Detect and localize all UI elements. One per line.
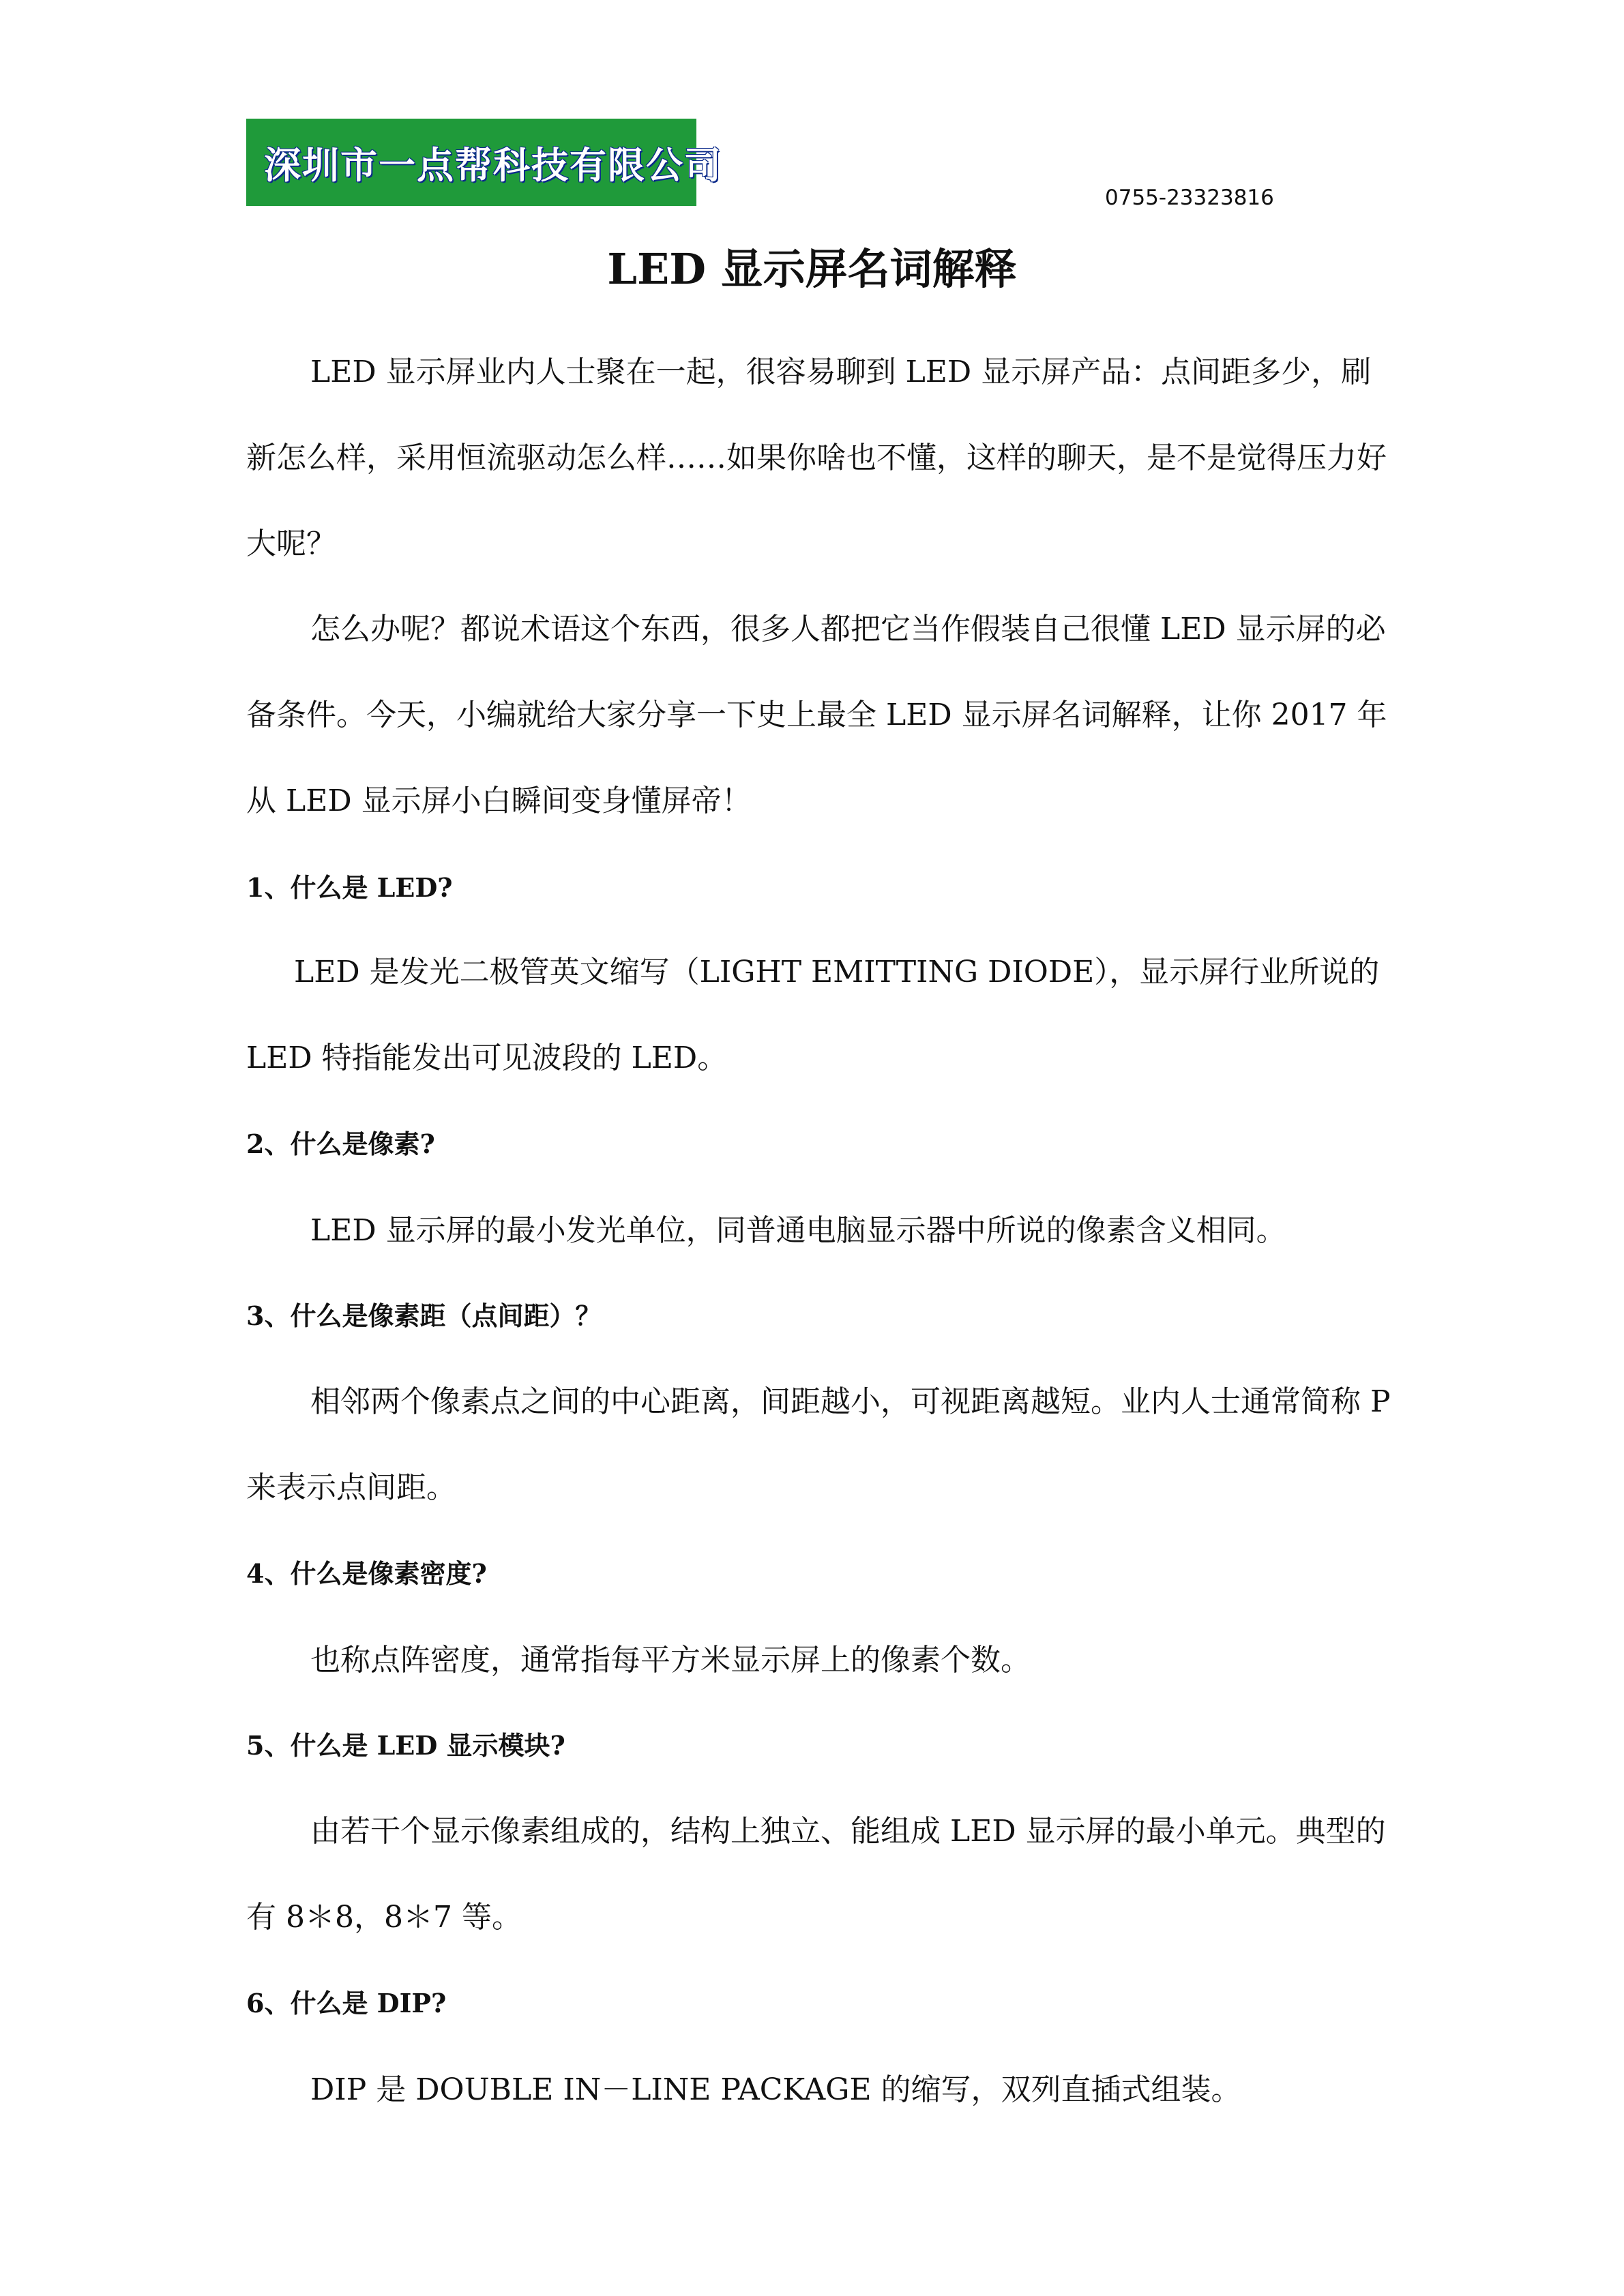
document-title: LED 显示屏名词解释 (607, 244, 1017, 294)
section-heading-2: 2、什么是像素? (246, 1129, 435, 1159)
section-body-2: LED 显示屏的最小发光单位，同普通电脑显示器中所说的像素含义相同。 (310, 1213, 1286, 1248)
section-heading-1: 1、什么是 LED? (246, 872, 453, 903)
section-body-1: LED 是发光二极管英文缩写（LIGHT EMITTING DIODE），显示屏行业所说的 LED 特指能发出可见波段的 LED。 (246, 955, 1380, 1075)
section-body-6: DIP 是 DOUBLE IN－LINE PACKAGE 的缩写，双列直插式组装。 (310, 2072, 1241, 2107)
section-heading-6: 6、什么是 DIP? (246, 1988, 447, 2018)
section-body-3: 相邻两个像素点之间的中心距离，间距越小，可视距离越短。业内人士通常简称 P 来表示点间距。 (246, 1384, 1391, 1505)
section-heading-4: 4、什么是像素密度? (246, 1558, 487, 1589)
section-body-5: 由若干个显示像素组成的，结构上独立、能组成 LED 显示屏的最小单元。典型的有 8＊8，8＊7 等。 (246, 1814, 1386, 1935)
company-name: 深圳市一点帮科技有限公司 (264, 143, 722, 187)
phone-number: 0755-23323816 (1105, 185, 1274, 210)
section-heading-3: 3、什么是像素距（点间距）？ (246, 1300, 602, 1331)
section-heading-5: 5、什么是 LED 显示模块? (246, 1730, 565, 1761)
company-logo-banner (246, 119, 722, 206)
section-body-4: 也称点阵密度，通常指每平方米显示屏上的像素个数。 (310, 1643, 1031, 1678)
intro-paragraph-2: 怎么办呢？都说术语这个东西，很多人都把它当作假装自己很懂 LED 显示屏的必备条件。今天，小编就给大家分享一下史上最全 LED 显示屏名词解释，让你 2017 年从 LED 显示屏小白瞬间变身懂屏帝！ (246, 612, 1387, 818)
intro-paragraph-1: LED 显示屏业内人士聚在一起，很容易聊到 LED 显示屏产品：点间距多少，刷新怎么样，采用恒流驱动怎么样……如果你啥也不懂，这样的聊天，是不是觉得压力好大呢？ (246, 355, 1387, 561)
